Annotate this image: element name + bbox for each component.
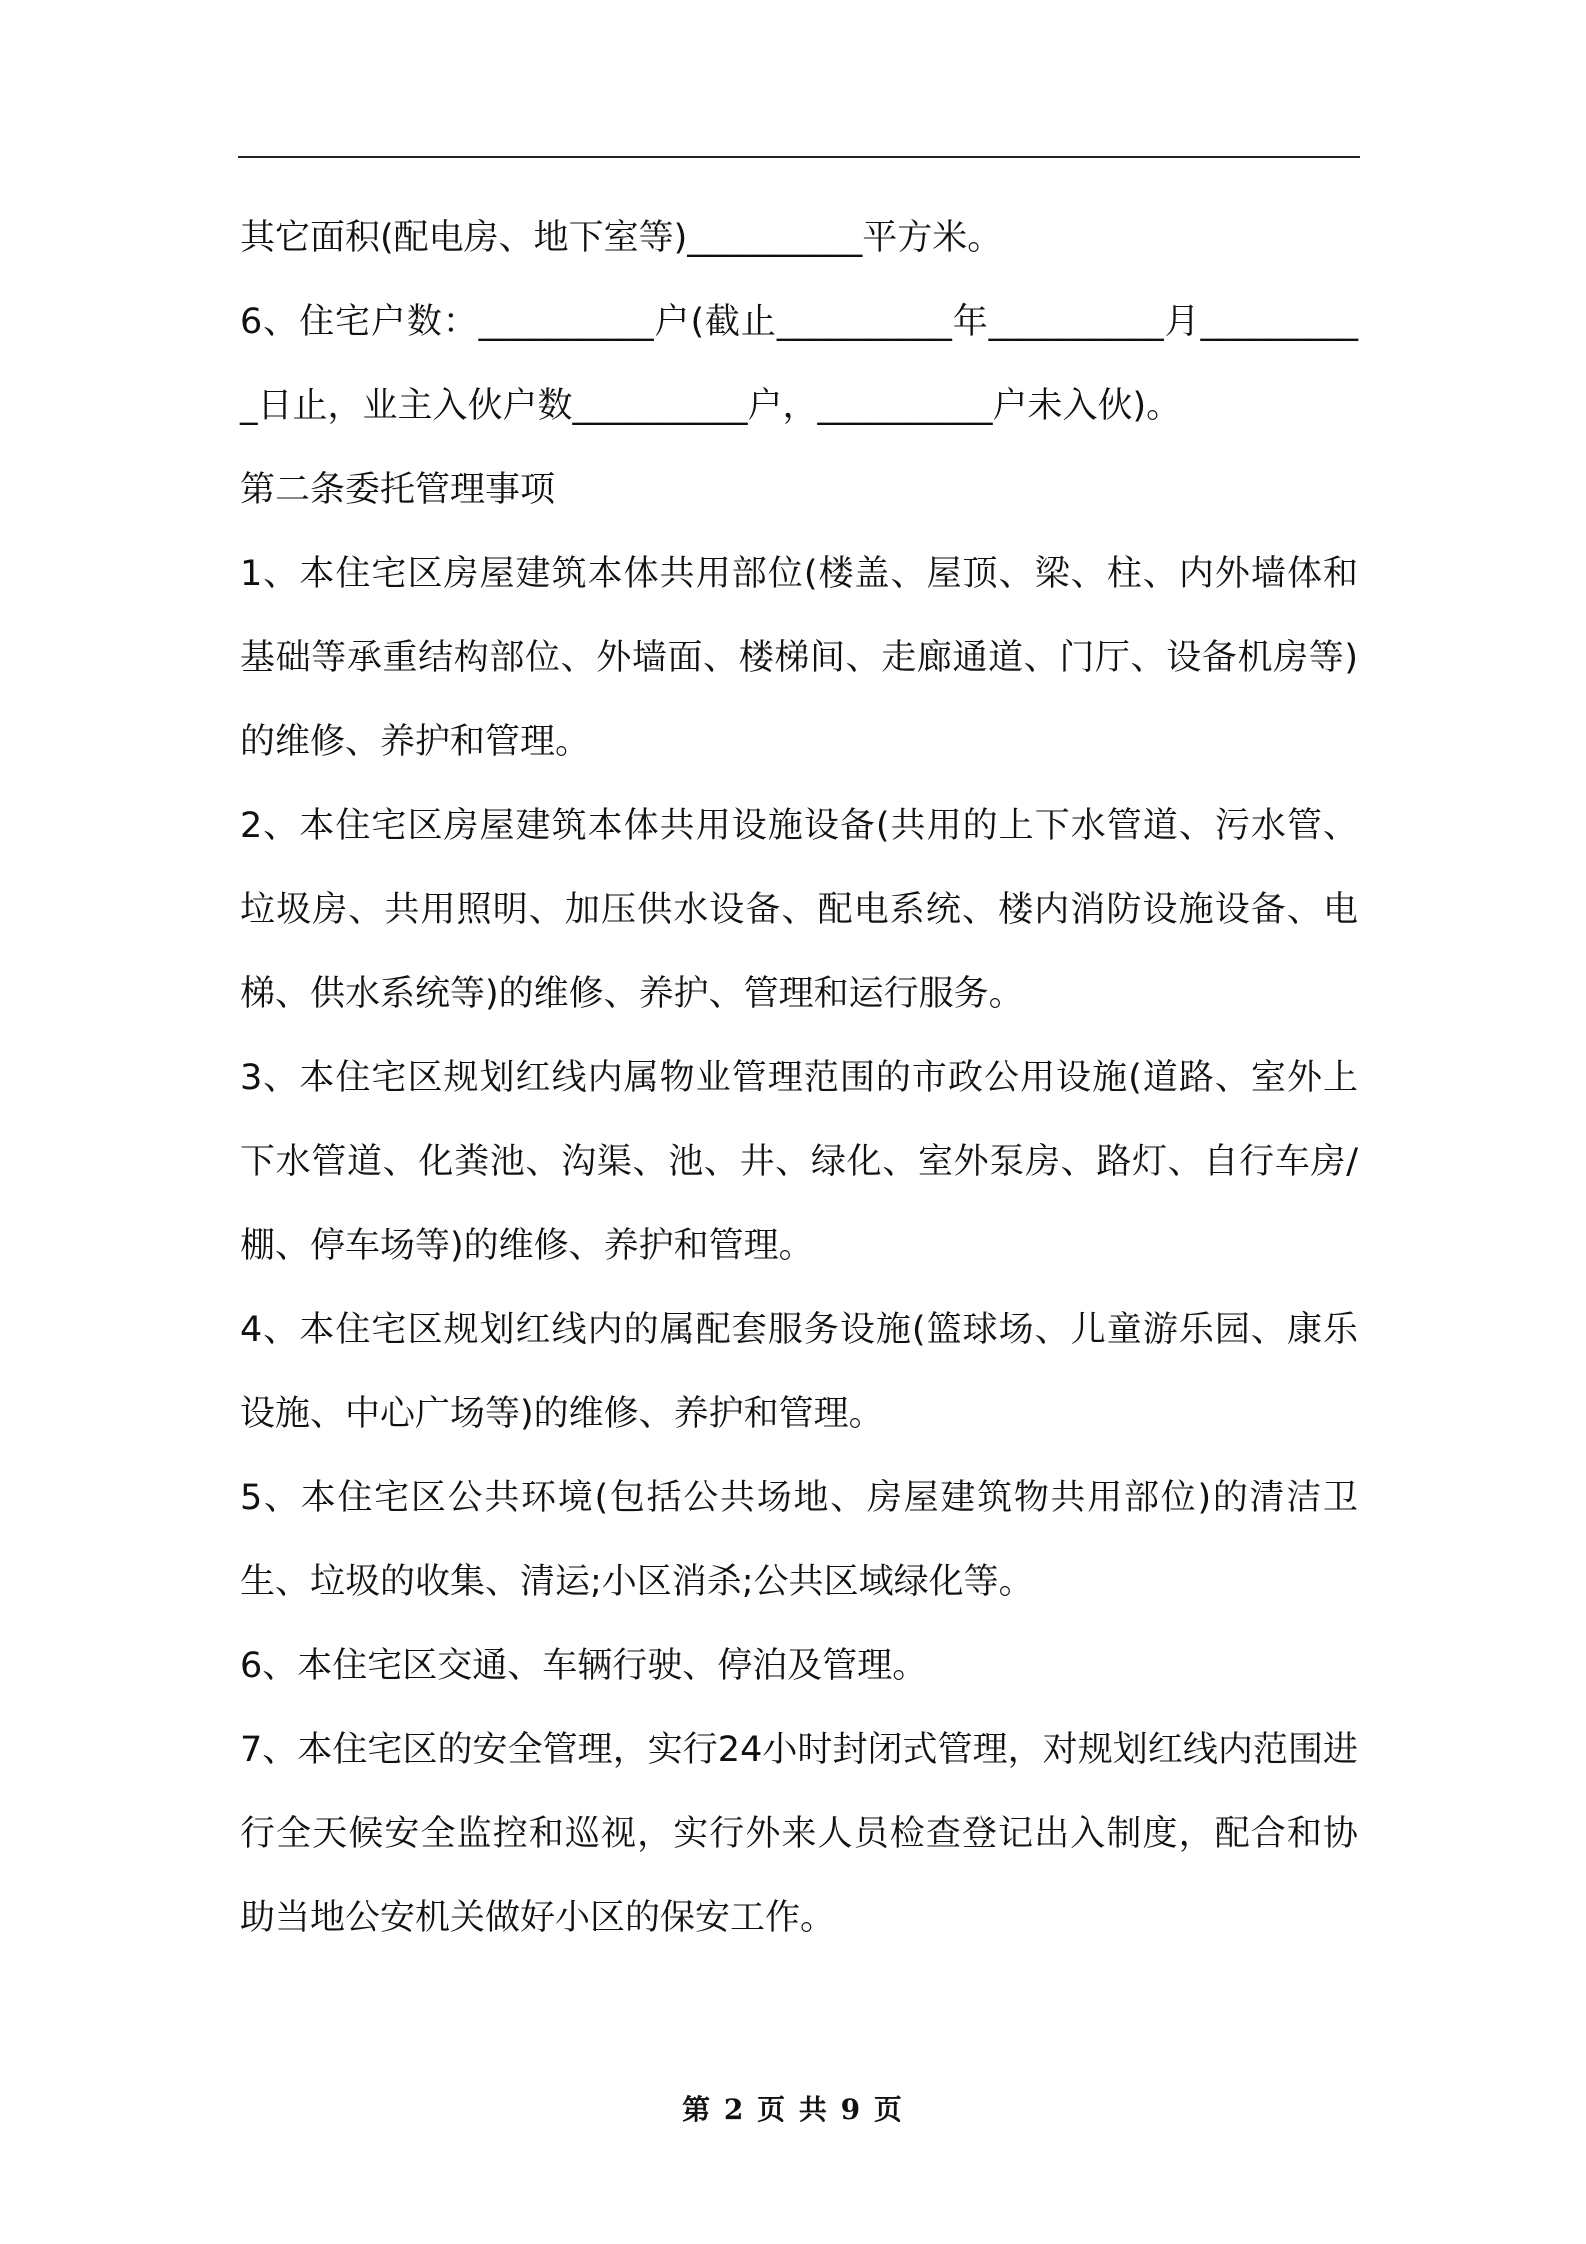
document-body <box>240 196 1358 1960</box>
paragraph-item-3: 3、本住宅区规划红线内属物业管理范围的市政公用设施(道路、室外上下水管道、化粪池、沟渠、池、井、绿化、室外泵房、路灯、自行车房/棚、停车场等)的维修、养护和管理。 <box>240 1058 1358 1266</box>
paragraph-other-area: 其它面积(配电房、地下室等)__________平方米。 <box>240 218 1003 258</box>
paragraph-item-7: 7、本住宅区的安全管理，实行24小时封闭式管理，对规划红线内范围进行全天候安全监控和巡视，实行外来人员检查登记出入制度，配合和协助当地公安机关做好小区的保安工作。 <box>240 1730 1358 1938</box>
header-rule <box>238 156 1360 158</box>
paragraph-item-1: 1、本住宅区房屋建筑本体共用部位(楼盖、屋顶、梁、柱、内外墙体和基础等承重结构部位、外墙面、楼梯间、走廊通道、门厅、设备机房等)的维修、养护和管理。 <box>240 554 1358 762</box>
paragraph-item-2: 2、本住宅区房屋建筑本体共用设施设备(共用的上下水管道、污水管、垃圾房、共用照明、加压供水设备、配电系统、楼内消防设施设备、电梯、供水系统等)的维修、养护、管理和运行服务。 <box>240 806 1358 1014</box>
paragraph-item-5: 5、本住宅区公共环境(包括公共场地、房屋建筑物共用部位)的清洁卫生、垃圾的收集、清运;小区消杀;公共区域绿化等。 <box>240 1478 1358 1602</box>
paragraph-household-count: 6、住宅户数：__________户(截止__________年__________月__________日止，业主入伙户数__________户，__________户未入伙)。 <box>240 302 1358 426</box>
paragraph-item-4: 4、本住宅区规划红线内的属配套服务设施(篮球场、儿童游乐园、康乐设施、中心广场等)的维修、养护和管理。 <box>240 1310 1358 1434</box>
paragraph-item-6: 6、本住宅区交通、车辆行驶、停泊及管理。 <box>240 1646 928 1686</box>
section-heading-article-2: 第二条委托管理事项 <box>240 470 556 510</box>
page-number: 第 2 页 共 9 页 <box>682 2093 904 2126</box>
